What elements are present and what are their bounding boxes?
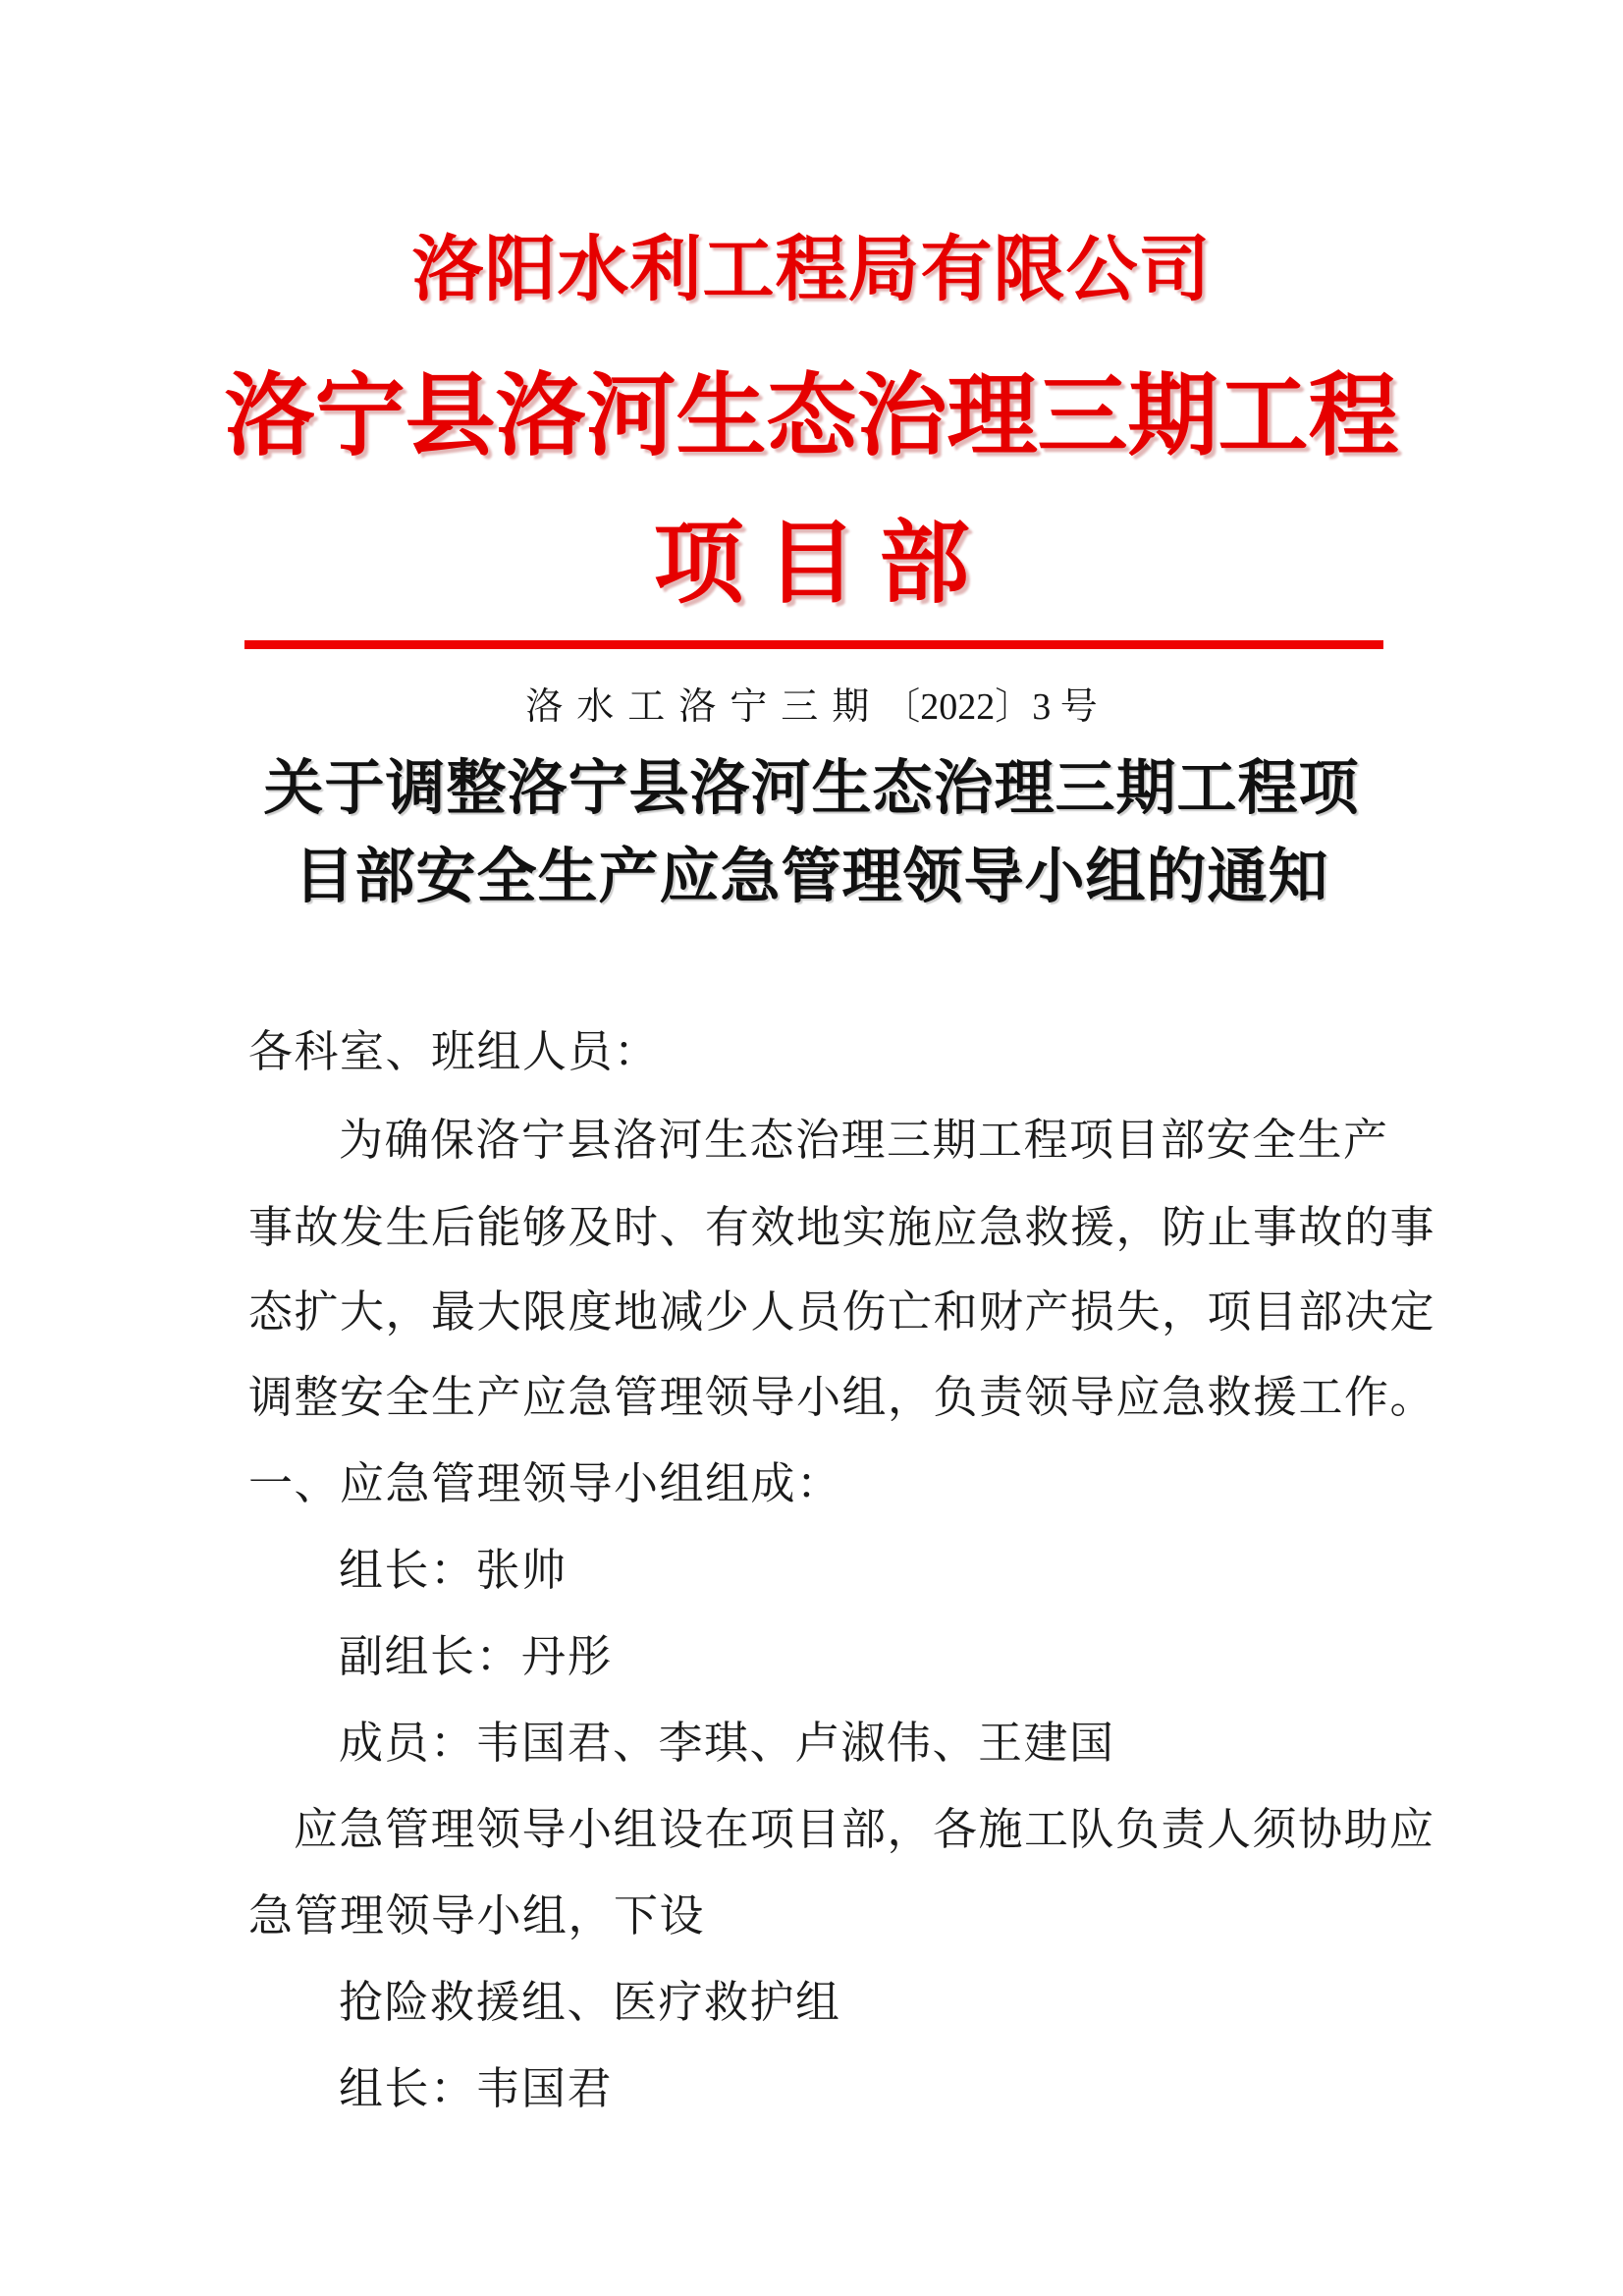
body-line-section-heading: 一、应急管理领导小组组成： (248, 1459, 842, 1508)
body-line-sub-groups: 抢险救援组、医疗救护组 (339, 1978, 841, 2027)
body-line-rescue-group-leader: 组长：韦国君 (339, 2064, 614, 2113)
body-line: 调整安全生产应急管理领导小组，负责领导应急救援工作。 (248, 1373, 1436, 1422)
body-line: 事故发生后能够及时、有效地实施应急救援，防止事故的事 (248, 1203, 1436, 1252)
letterhead-company-name: 洛阳水利工程局有限公司 (411, 230, 1212, 309)
body-line-deputy-leader: 副组长：丹彤 (339, 1632, 614, 1681)
letterhead-project-name: 洛宁县洛河生态治理三期工程 (224, 366, 1399, 466)
letterhead-divider-rule (244, 640, 1383, 649)
notice-title-line-1: 关于调整洛宁县洛河生态治理三期工程项 (263, 756, 1360, 822)
body-line: 为确保洛宁县洛河生态治理三期工程项目部安全生产 (339, 1116, 1389, 1165)
document-number-agency-part: 洛水工洛宁三期 (525, 686, 884, 728)
notice-title-line-2: 目部安全生产应急管理领导小组的通知 (294, 845, 1329, 910)
document-number-issue-part: 〔2022〕3 号 (883, 686, 1098, 728)
document-number (0, 688, 1623, 726)
body-line-salutation: 各科室、班组人员： (248, 1027, 660, 1076)
body-line-members: 成员：韦国君、李琪、卢淑伟、王建国 (339, 1719, 1115, 1768)
letterhead-department-name: 项 目 部 (653, 514, 970, 614)
body-line-group-leader: 组长：张帅 (339, 1546, 568, 1595)
body-line: 态扩大，最大限度地减少人员伤亡和财产损失，项目部决定 (248, 1287, 1436, 1337)
body-line: 急管理领导小组，下设 (248, 1891, 706, 1941)
body-line: 应急管理领导小组设在项目部，各施工队负责人须协助应 (294, 1805, 1435, 1854)
